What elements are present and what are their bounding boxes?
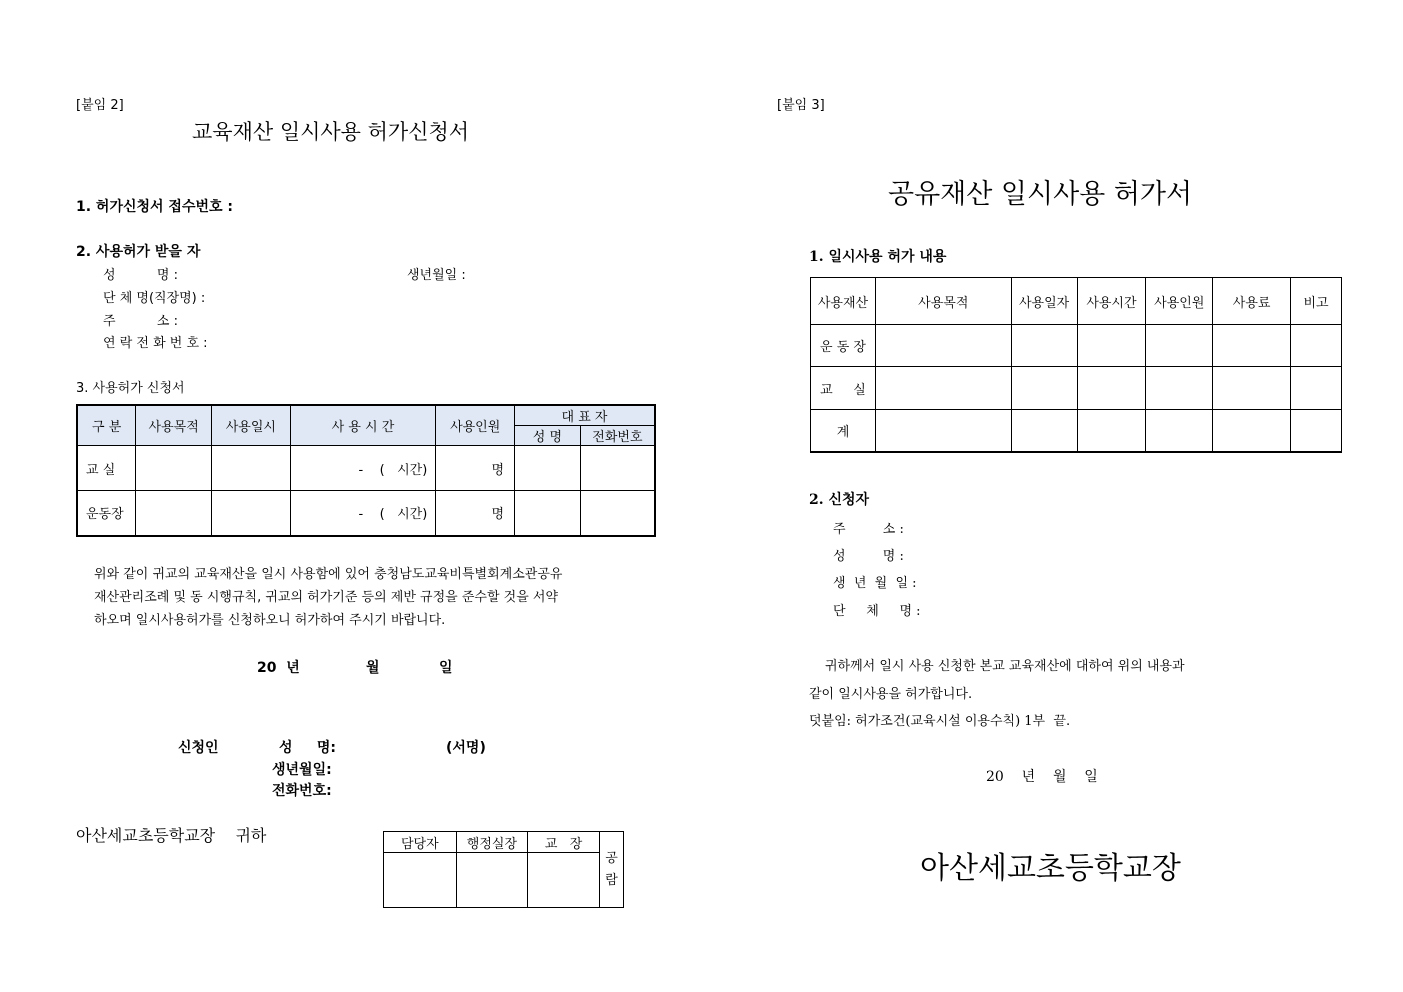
applicant-phone: 전화번호:: [272, 783, 332, 799]
cell-purpose[interactable]: [136, 446, 212, 491]
header-remarks: 비고: [1291, 278, 1342, 325]
cell-fee[interactable]: [1213, 325, 1291, 367]
approval-admin: 행정실장: [456, 832, 528, 853]
applicant-name: 성 명:: [279, 740, 337, 756]
cell-date[interactable]: [1011, 367, 1077, 410]
left-field-name: 성 명 :: [103, 268, 178, 283]
left-page-title: 교육재산 일시사용 허가신청서: [192, 120, 470, 144]
left-field-birth: 생년월일 :: [407, 268, 466, 283]
left-field-org: 단 체 명(직장명) :: [103, 291, 206, 306]
right-attachment-label: [붙임 3]: [777, 98, 825, 113]
right-section-1: 1. 일시사용 허가 내용: [809, 249, 947, 265]
cell-rep-name[interactable]: [515, 491, 581, 536]
header-headcount: 사용인원: [1146, 278, 1213, 325]
applicant-label: 신청인: [178, 740, 219, 756]
recipient: 아산세교초등학교장 귀하: [76, 826, 267, 845]
applicant-birth: 생년월일:: [272, 762, 332, 778]
row-label: 계: [811, 410, 876, 452]
cell-rep-phone[interactable]: [580, 491, 655, 536]
left-date-month: 월: [366, 660, 380, 676]
right-field-birth: 생 년 월 일 :: [833, 576, 917, 591]
right-paragraph-line-2: 같이 일시사용을 허가합니다.: [809, 687, 973, 702]
usage-application-table: [76, 404, 656, 537]
approval-view: 공람: [600, 832, 624, 908]
header-rep-name: 성 명: [515, 426, 581, 446]
cell-duration: - ( 시간): [290, 491, 436, 536]
cell-datetime[interactable]: [212, 446, 291, 491]
left-field-address: 주 소 :: [103, 314, 178, 329]
permit-content-table: [810, 277, 1342, 453]
table-row: [811, 410, 1342, 452]
cell-headcount[interactable]: [1146, 410, 1213, 452]
cell-date[interactable]: [1011, 325, 1077, 367]
right-paragraph-line-1: 귀하께서 일시 사용 신청한 본교 교육재산에 대하여 위의 내용과: [825, 659, 1185, 674]
cell-time[interactable]: [1077, 325, 1146, 367]
approval-principal-sign[interactable]: [528, 853, 600, 908]
approval-admin-sign[interactable]: [456, 853, 528, 908]
cell-headcount: 명: [436, 491, 515, 536]
right-date: 20 년 월 일: [986, 769, 1098, 785]
cell-fee[interactable]: [1213, 367, 1291, 410]
cell-remarks[interactable]: [1291, 367, 1342, 410]
right-field-name: 성 명 :: [833, 549, 904, 564]
applicant-signature: (서명): [446, 740, 486, 756]
right-field-address: 주 소 :: [833, 522, 904, 537]
cell-datetime[interactable]: [212, 491, 291, 536]
approval-table: [383, 831, 624, 908]
cell-headcount: 명: [436, 446, 515, 491]
cell-purpose[interactable]: [136, 491, 212, 536]
header-time: 사용시간: [1077, 278, 1146, 325]
left-section-3: 3. 사용허가 신청서: [76, 381, 185, 396]
cell-purpose[interactable]: [875, 367, 1011, 410]
table-row: [811, 325, 1342, 367]
cell-duration: - ( 시간): [290, 446, 436, 491]
header-property: 사용재산: [811, 278, 876, 325]
left-paragraph-line-1: 위와 같이 귀교의 교육재산을 일시 사용함에 있어 충청남도교육비특별회계소관공유: [94, 567, 563, 582]
left-attachment-label: [붙임 2]: [76, 98, 124, 113]
table-row: [77, 491, 655, 536]
cell-date[interactable]: [1011, 410, 1077, 452]
header-category: 구 분: [77, 405, 136, 446]
header-datetime: 사용일시: [212, 405, 291, 446]
cell-purpose[interactable]: [875, 410, 1011, 452]
cell-remarks[interactable]: [1291, 410, 1342, 452]
header-representative: 대 표 자: [515, 405, 655, 426]
header-duration: 사 용 시 간: [290, 405, 436, 446]
right-attachment-note: 덧붙임: 허가조건(교육시설 이용수칙) 1부 끝.: [809, 714, 1071, 729]
approval-staff-sign[interactable]: [384, 853, 457, 908]
cell-headcount[interactable]: [1146, 367, 1213, 410]
header-headcount: 사용인원: [436, 405, 515, 446]
left-date-day: 일: [439, 660, 453, 676]
left-paragraph-line-2: 재산관리조례 및 동 시행규칙, 귀교의 허가기준 등의 제반 규정을 준수할 것을 서약: [94, 590, 559, 605]
approval-staff: 담당자: [384, 832, 457, 853]
left-section-2: 2. 사용허가 받을 자: [76, 244, 201, 260]
school-principal: 아산세교초등학교장: [920, 851, 1181, 886]
row-label: 교 실: [811, 367, 876, 410]
cell-headcount[interactable]: [1146, 325, 1213, 367]
cell-time[interactable]: [1077, 410, 1146, 452]
right-page-title: 공유재산 일시사용 허가서: [888, 179, 1193, 210]
row-label: 운 동 장: [811, 325, 876, 367]
header-purpose: 사용목적: [875, 278, 1011, 325]
left-field-phone: 연 락 전 화 번 호 :: [103, 336, 208, 351]
table-row: [811, 367, 1342, 410]
cell-remarks[interactable]: [1291, 325, 1342, 367]
cell-fee[interactable]: [1213, 410, 1291, 452]
header-date: 사용일자: [1011, 278, 1077, 325]
cell-time[interactable]: [1077, 367, 1146, 410]
row-label: 운동장: [77, 491, 136, 536]
left-section-1: 1. 허가신청서 접수번호 :: [76, 199, 233, 215]
right-field-org: 단 체 명 :: [833, 604, 921, 619]
cell-rep-phone[interactable]: [580, 446, 655, 491]
approval-principal: 교 장: [528, 832, 600, 853]
header-fee: 사용료: [1213, 278, 1291, 325]
table-row: [77, 446, 655, 491]
left-paragraph-line-3: 하오며 일시사용허가를 신청하오니 허가하여 주시기 바랍니다.: [94, 613, 446, 628]
right-section-2: 2. 신청자: [809, 492, 870, 508]
cell-purpose[interactable]: [875, 325, 1011, 367]
left-date-year: 20 년: [257, 660, 300, 676]
header-purpose: 사용목적: [136, 405, 212, 446]
header-rep-phone: 전화번호: [580, 426, 655, 446]
cell-rep-name[interactable]: [515, 446, 581, 491]
row-label: 교 실: [77, 446, 136, 491]
